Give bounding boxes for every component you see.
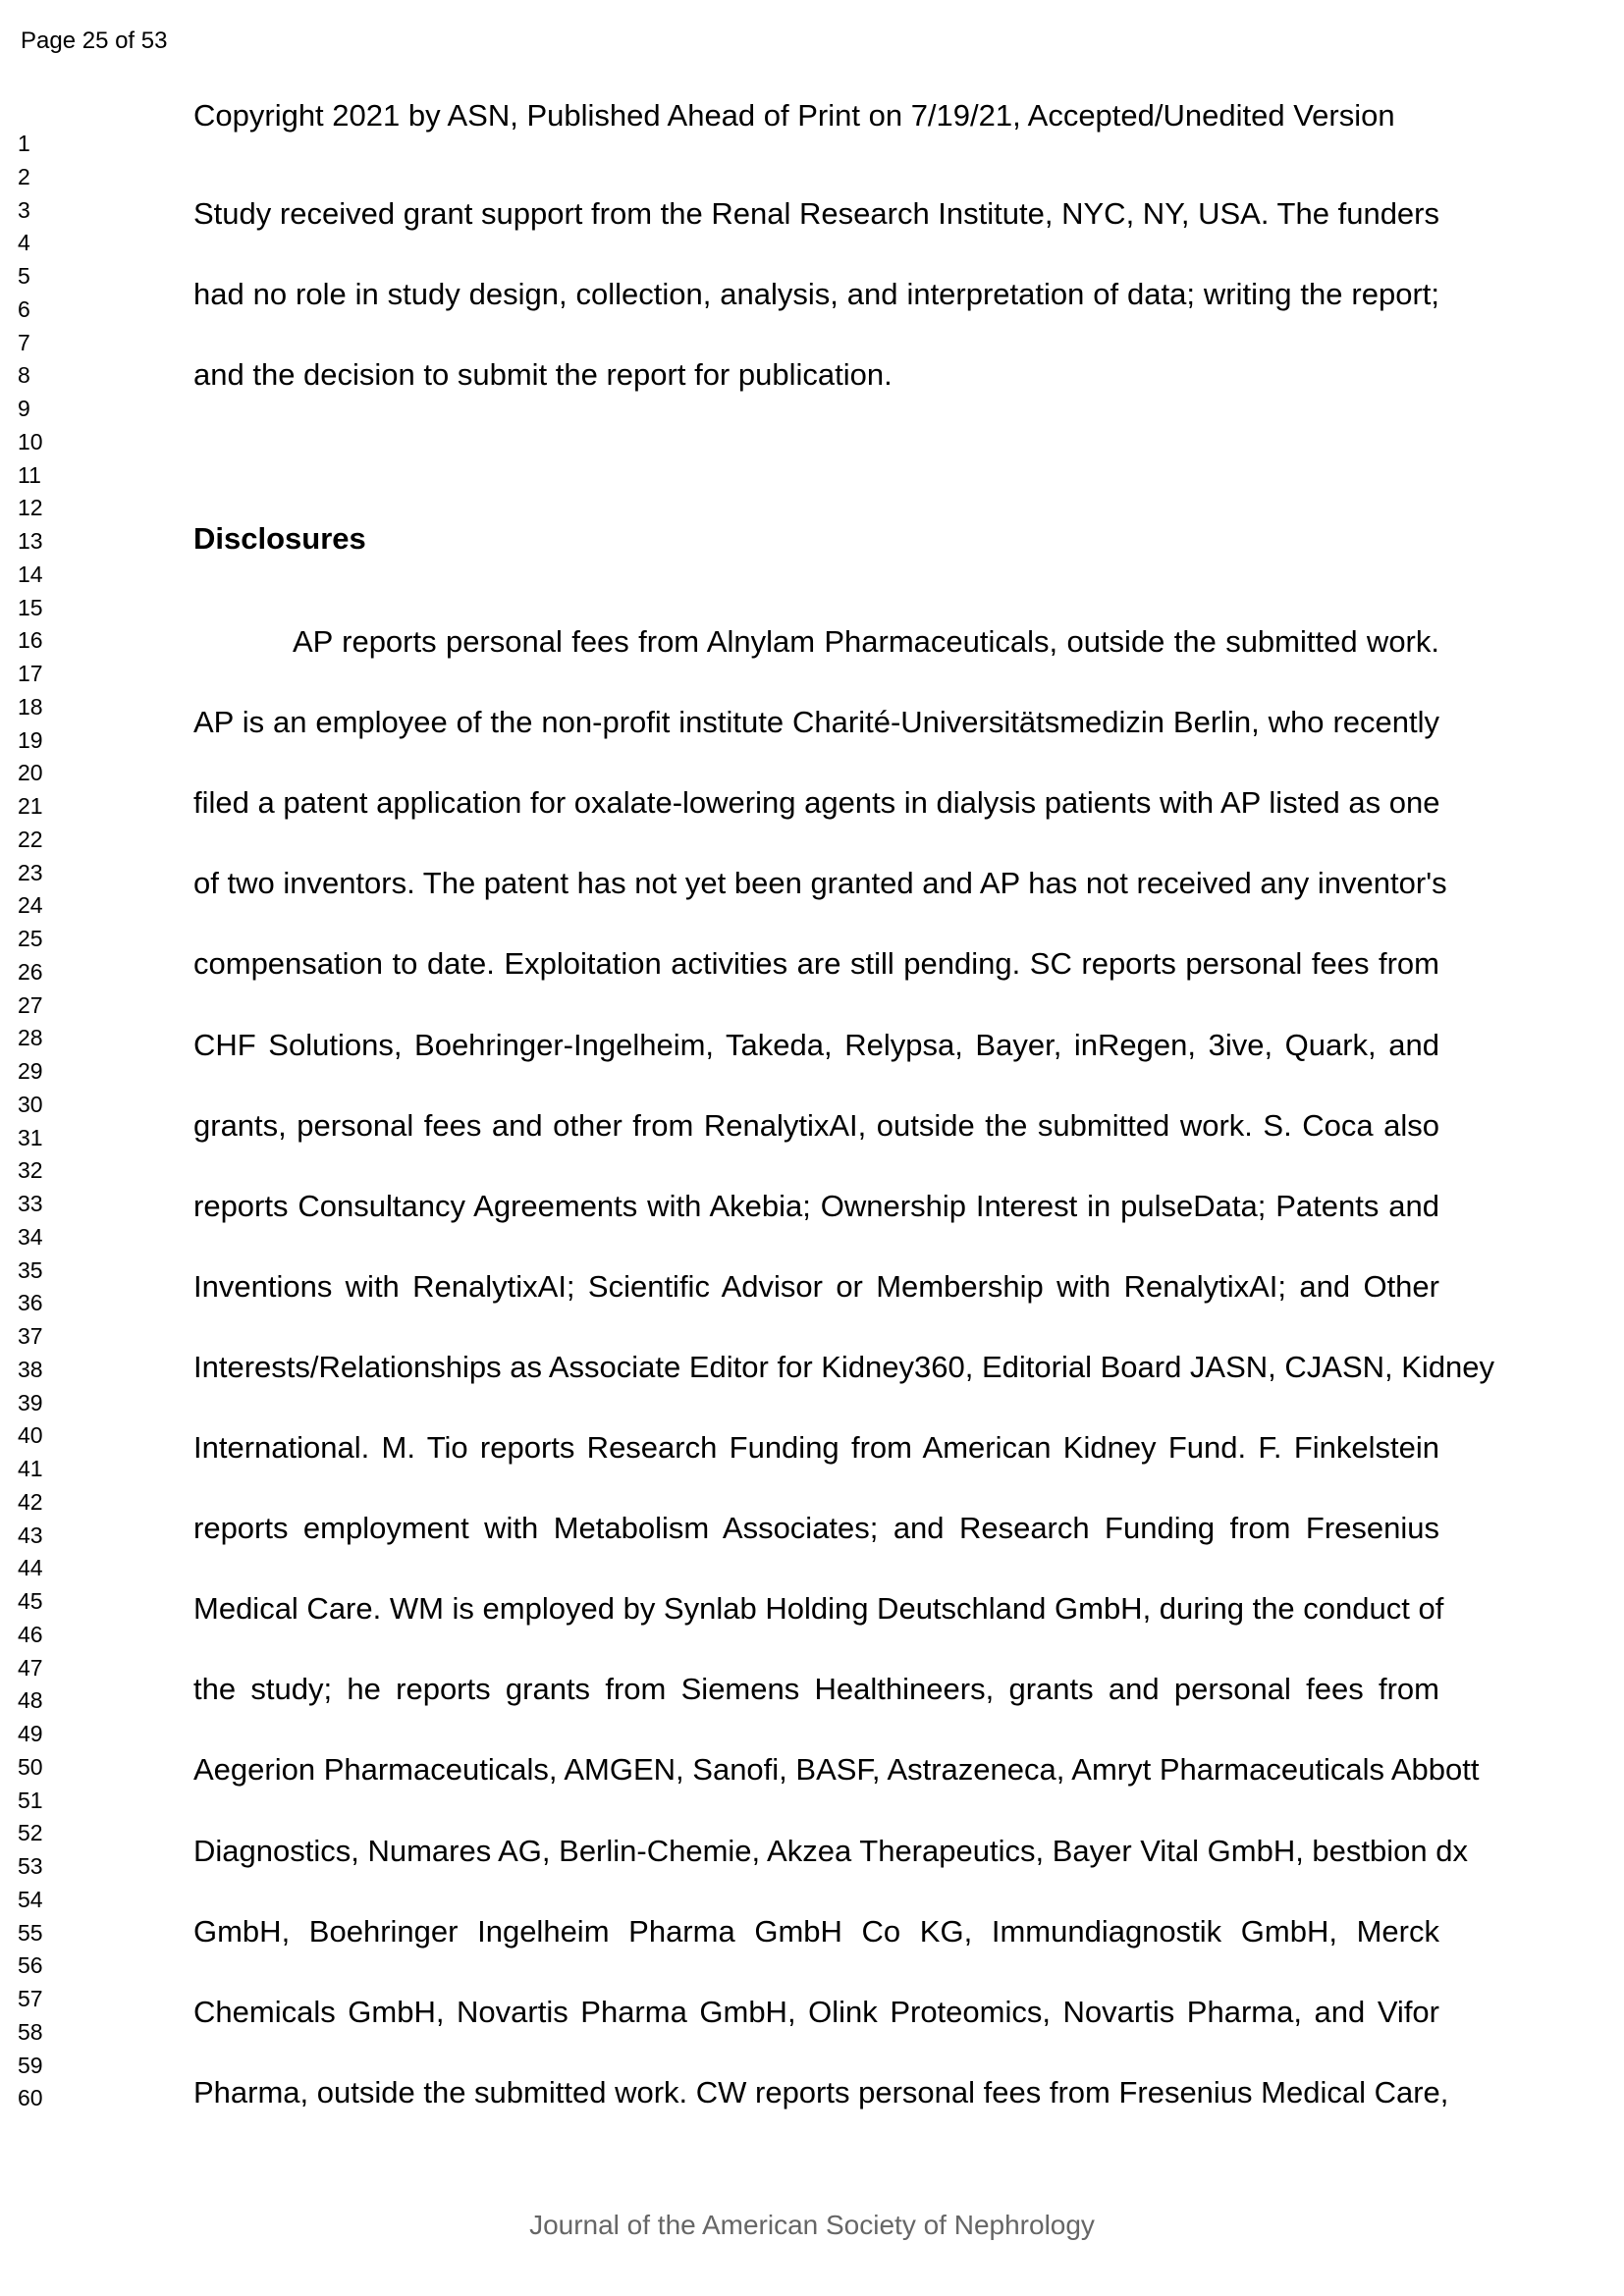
line-number: 7 xyxy=(18,329,30,355)
line-number: 45 xyxy=(18,1588,43,1614)
text-line: Diagnostics, Numares AG, Berlin-Chemie, Akzea Therapeutics, Bayer Vital GmbH, bestbion dx xyxy=(193,1833,1468,1868)
text-line: International. M. Tio reports Research Funding from American Kidney Fund. F. Finkelstein xyxy=(193,1430,1439,1465)
line-number: 30 xyxy=(18,1091,43,1117)
text-line: Study received grant support from the Renal Research Institute, NYC, NY, USA. The funders xyxy=(193,196,1439,231)
text-line: Aegerion Pharmaceuticals, AMGEN, Sanofi, BASF, Astrazeneca, Amryt Pharmaceuticals Abbott xyxy=(193,1752,1480,1788)
line-number: 18 xyxy=(18,693,43,720)
text-line: and the decision to submit the report for publication. xyxy=(193,357,893,392)
line-number: 56 xyxy=(18,1952,43,1979)
line-number: 51 xyxy=(18,1787,43,1813)
line-number: 41 xyxy=(18,1456,43,1481)
line-number: 36 xyxy=(18,1290,43,1316)
line-number: 27 xyxy=(18,991,43,1018)
line-number: 22 xyxy=(18,826,43,852)
line-number: 55 xyxy=(18,1919,43,1946)
line-number: 6 xyxy=(18,295,30,322)
page-number-header: Page 25 of 53 xyxy=(21,27,168,54)
line-number: 48 xyxy=(18,1687,43,1714)
line-number: 2 xyxy=(18,163,30,189)
text-line: compensation to date. Exploitation activities are still pending. SC reports personal fees from xyxy=(193,946,1439,982)
text-line: of two inventors. The patent has not yet been granted and AP has not received any inventor's xyxy=(193,866,1447,901)
line-number: 53 xyxy=(18,1853,43,1879)
line-number: 4 xyxy=(18,230,30,256)
line-number: 32 xyxy=(18,1157,43,1184)
line-number: 46 xyxy=(18,1621,43,1647)
line-number: 26 xyxy=(18,958,43,985)
line-number: 60 xyxy=(18,2085,43,2111)
line-number: 34 xyxy=(18,1223,43,1250)
line-number: 50 xyxy=(18,1753,43,1780)
text-line: AP is an employee of the non-profit institute Charité-Universitätsmedizin Berlin, who recently xyxy=(193,705,1439,740)
text-line: reports Consultancy Agreements with Akebia; Ownership Interest in pulseData; Patents and xyxy=(193,1188,1439,1223)
line-number: 31 xyxy=(18,1124,43,1150)
line-number: 58 xyxy=(18,2018,43,2045)
line-number: 23 xyxy=(18,859,43,885)
line-number: 13 xyxy=(18,528,43,554)
text-line: Inventions with RenalytixAI; Scientific Advisor or Membership with RenalytixAI; and Other xyxy=(193,1268,1439,1304)
text-line: CHF Solutions, Boehringer-Ingelheim, Takeda, Relypsa, Bayer, inRegen, 3ive, Quark, and xyxy=(193,1027,1439,1062)
line-number: 17 xyxy=(18,661,43,686)
text-line: AP reports personal fees from Alnylam Pharmaceuticals, outside the submitted work. xyxy=(293,624,1439,659)
line-number: 20 xyxy=(18,760,43,786)
line-number: 21 xyxy=(18,793,43,819)
line-number: 28 xyxy=(18,1025,43,1051)
text-line: grants, personal fees and other from RenalytixAI, outside the submitted work. S. Coca also xyxy=(193,1107,1439,1143)
line-number: 9 xyxy=(18,396,30,421)
text-line: had no role in study design, collection, analysis, and interpretation of data; writing the report; xyxy=(193,277,1439,311)
line-number: 15 xyxy=(18,594,43,620)
line-number: 59 xyxy=(18,2052,43,2078)
text-line: Interests/Relationships as Associate Editor for Kidney360, Editorial Board JASN, CJASN, Kidney xyxy=(193,1349,1495,1384)
line-number: 19 xyxy=(18,726,43,753)
line-number: 10 xyxy=(18,428,43,454)
line-number: 44 xyxy=(18,1555,43,1581)
text-line: the study; he reports grants from Siemens Healthineers, grants and personal fees from xyxy=(193,1672,1439,1707)
line-number: 16 xyxy=(18,627,43,654)
line-number: 14 xyxy=(18,561,43,587)
line-number: 43 xyxy=(18,1522,43,1548)
line-number: 40 xyxy=(18,1422,43,1449)
text-line: Chemicals GmbH, Novartis Pharma GmbH, Olink Proteomics, Novartis Pharma, and Vifor xyxy=(193,1994,1439,2029)
line-number: 54 xyxy=(18,1886,43,1912)
line-number: 8 xyxy=(18,362,30,389)
line-number: 29 xyxy=(18,1058,43,1084)
line-number: 37 xyxy=(18,1323,43,1349)
journal-footer: Journal of the American Society of Nephrology xyxy=(529,2210,1095,2240)
line-number: 38 xyxy=(18,1356,43,1382)
line-number: 33 xyxy=(18,1191,43,1216)
line-number: 57 xyxy=(18,1986,43,2011)
line-number: 24 xyxy=(18,892,43,919)
text-line: reports employment with Metabolism Associates; and Research Funding from Fresenius xyxy=(193,1511,1439,1546)
line-number: 35 xyxy=(18,1256,43,1283)
text-line: filed a patent application for oxalate-lowering agents in dialysis patients with AP listed as one xyxy=(193,785,1440,821)
line-number: 39 xyxy=(18,1389,43,1415)
line-number: 52 xyxy=(18,1820,43,1846)
line-number: 25 xyxy=(18,926,43,951)
text-line: Medical Care. WM is employed by Synlab Holding Deutschland GmbH, during the conduct of xyxy=(193,1591,1444,1627)
line-number: 3 xyxy=(18,196,30,223)
section-heading: Disclosures xyxy=(193,521,366,556)
line-number: 12 xyxy=(18,495,43,521)
text-line: Pharma, outside the submitted work. CW reports personal fees from Fresenius Medical Care, xyxy=(193,2074,1449,2109)
line-number: 49 xyxy=(18,1721,43,1746)
text-line: GmbH, Boehringer Ingelheim Pharma GmbH Co KG, Immundiagnostik GmbH, Merck xyxy=(193,1913,1439,1949)
line-number: 1 xyxy=(18,131,30,156)
copyright-notice: Copyright 2021 by ASN, Published Ahead of Print on 7/19/21, Accepted/Unedited Version xyxy=(193,98,1395,133)
line-number: 47 xyxy=(18,1654,43,1681)
line-number: 42 xyxy=(18,1488,43,1515)
line-number: 5 xyxy=(18,263,30,289)
line-number: 11 xyxy=(18,461,41,488)
